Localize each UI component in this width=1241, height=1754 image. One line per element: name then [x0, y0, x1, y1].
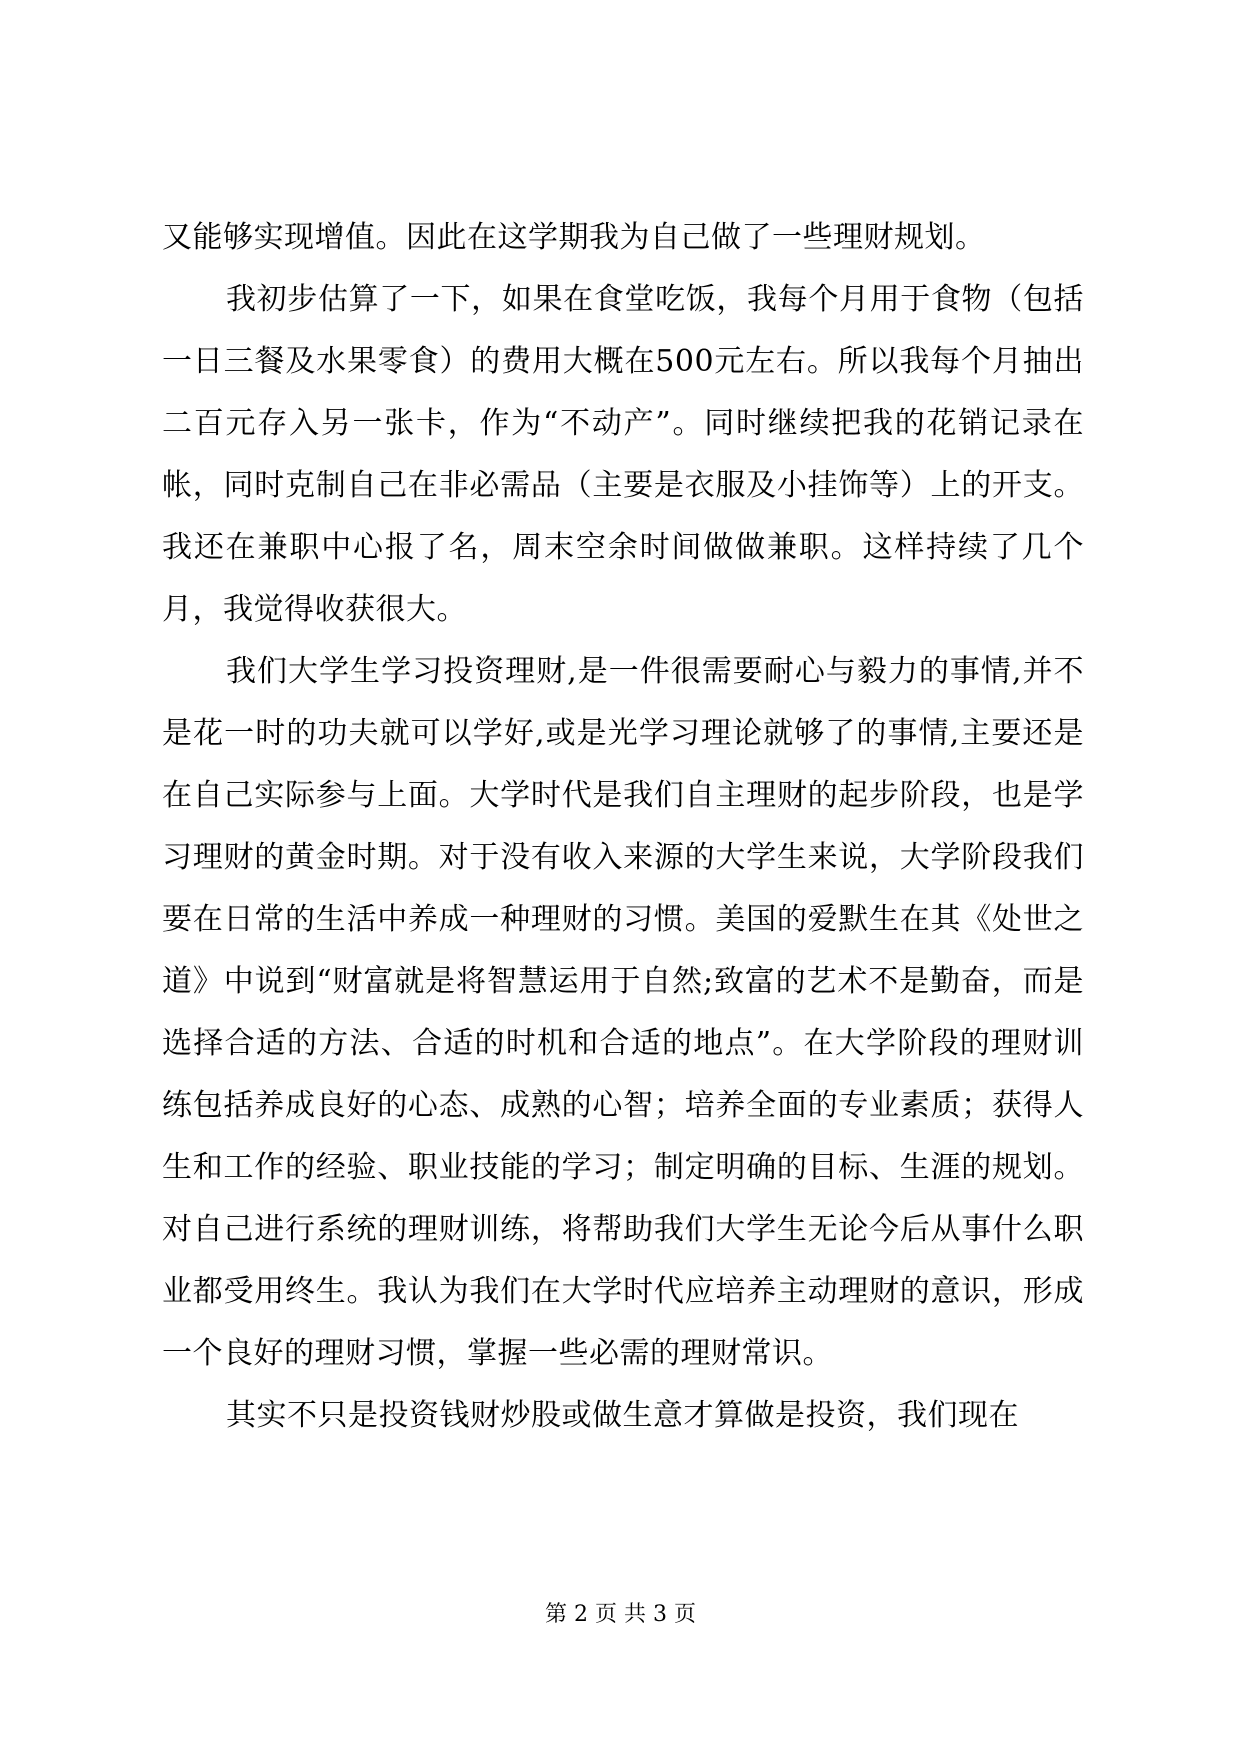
- document-body: [162, 207, 1084, 1447]
- paragraph-4: 其实不只是投资钱财炒股或做生意才算做是投资，我们现在: [226, 1398, 1019, 1433]
- paragraph-1: 又能够实现增值。因此在这学期我为自己做了一些理财规划。: [162, 220, 986, 255]
- page-footer: 第 2 页 共 3 页: [545, 1602, 696, 1627]
- paragraph-2: 我初步估算了一下，如果在食堂吃饭，我每个月用于食物（包括一日三餐及水果零食）的费用大概在500元左右。所以我每个月抽出二百元存入另一张卡，作为“不动产”。同时继续把我的花销记录在帐，同时克制自己在非必需品（主要是衣服及小挂饰等）上的开支。我还在兼职中心报了名，周末空余时间做做兼职。这样持续了几个月，我觉得收获很大。: [162, 282, 1084, 627]
- paragraph-3: 我们大学生学习投资理财,是一件很需要耐心与毅力的事情,并不是花一时的功夫就可以学好,或是光学习理论就够了的事情,主要还是在自己实际参与上面。大学时代是我们自主理财的起步阶段，也是学习理财的黄金时期。对于没有收入来源的大学生来说，大学阶段我们要在日常的生活中养成一种理财的习惯。美国的爱默生在其《处世之道》中说到“财富就是将智慧运用于自然;致富的艺术不是勤奋，而是选择合适的方法、合适的时机和合适的地点”。在大学阶段的理财训练包括养成良好的心态、成熟的心智；培养全面的专业素质；获得人生和工作的经验、职业技能的学习；制定明确的目标、生涯的规划。对自己进行系统的理财训练，将帮助我们大学生无论今后从事什么职业都受用终生。我认为我们在大学时代应培养主动理财的意识，形成一个良好的理财习惯，掌握一些必需的理财常识。: [162, 654, 1084, 1371]
